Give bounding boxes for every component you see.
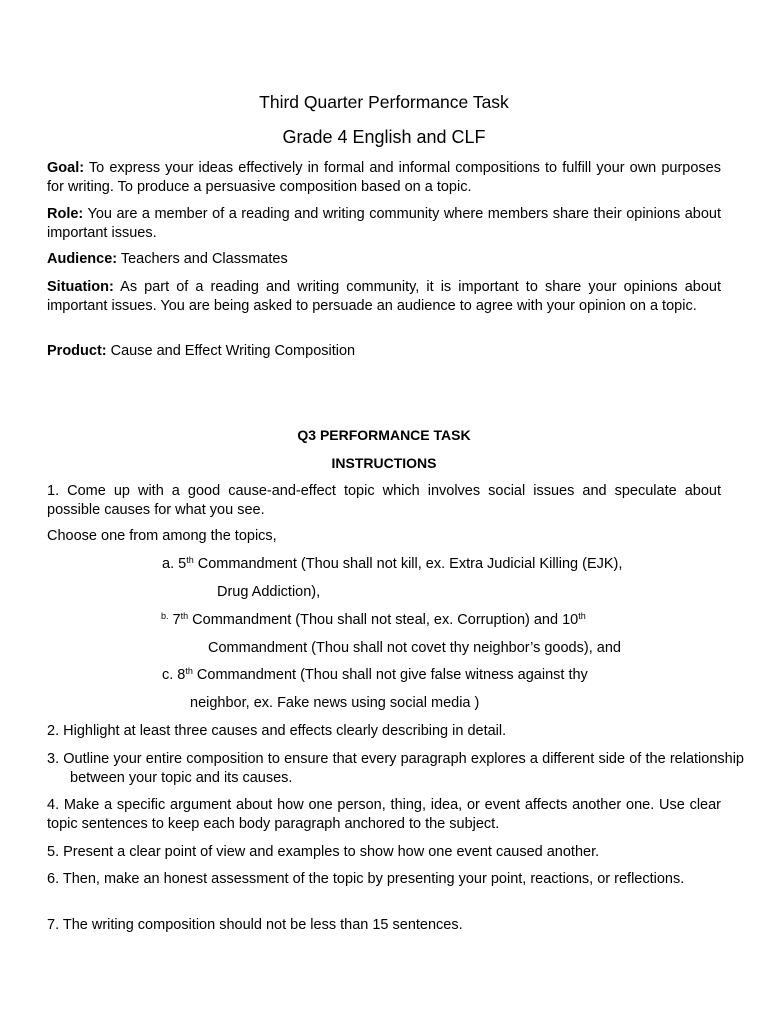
- topic-c: [162, 666, 588, 684]
- topic-b-sup: th: [180, 611, 189, 621]
- instruction-step-4: 4. Make a specific argument about how one person, thing, idea, or event affects another one. Use clear topic sentences to keep each body paragraph anchored to the subject.: [47, 797, 721, 832]
- document-title: Third Quarter Performance Task: [259, 92, 509, 112]
- role-paragraph: [47, 205, 721, 242]
- situation-text: As part of a reading and writing community, it is important to share your opinions about important issues. You are being asked to persuade an audience to agree with your opinion on a topic.: [47, 279, 721, 314]
- goal-label: Goal:: [47, 160, 85, 176]
- role-text: You are a member of a reading and writing community where members share their opinions about important issues.: [47, 206, 721, 241]
- audience-label: Audience:: [47, 251, 118, 267]
- topic-b-sup2: th: [578, 611, 586, 621]
- instruction-step-3: 3. Outline your entire composition to ensure that every paragraph explores a different side of the relationship between your topic and its causes.: [47, 751, 744, 786]
- instruction-step-5: 5. Present a clear point of view and examples to show how one event caused another.: [47, 844, 600, 860]
- topic-c-number: c. 8: [162, 667, 186, 683]
- situation-paragraph: [47, 278, 721, 315]
- instruction-step-1: 1. Come up with a good cause-and-effect topic which involves social issues and speculate about possible causes for what you see.: [47, 483, 721, 518]
- topic-a-number: a. 5: [162, 556, 187, 572]
- product-label: Product:: [47, 343, 107, 359]
- topic-b-text: Commandment (Thou shall not steal, ex. Corruption) and 10: [188, 612, 579, 628]
- audience-paragraph: [47, 250, 721, 269]
- role-label: Role:: [47, 206, 84, 222]
- topic-a-continued: Drug Addiction),: [217, 584, 321, 600]
- instruction-step-6: 6. Then, make an honest assessment of the topic by presenting your point, reactions, or reflections.: [47, 871, 685, 887]
- topic-c-continued: neighbor, ex. Fake news using social media ): [190, 695, 480, 711]
- document-subtitle: Grade 4 English and CLF: [282, 127, 486, 147]
- situation-label: Situation:: [47, 279, 114, 295]
- audience-text: Teachers and Classmates: [117, 251, 288, 267]
- choose-topic-line: Choose one from among the topics,: [47, 528, 277, 544]
- topic-c-sup: th: [185, 666, 193, 676]
- task-heading: Q3 PERFORMANCE TASK: [297, 427, 471, 443]
- goal-text: To express your ideas effectively in formal and informal compositions to fulfill your own purposes for writing. To produce a persuasive composition based on a topic.: [47, 160, 721, 195]
- instruction-step-7: 7. The writing composition should not be less than 15 sentences.: [47, 917, 463, 933]
- topic-b-marker: b.: [161, 611, 169, 621]
- topic-c-text: Commandment (Thou shall not give false witness against thy: [192, 667, 588, 683]
- topic-a: [162, 555, 622, 573]
- topic-b: [161, 611, 586, 629]
- product-text: Cause and Effect Writing Composition: [106, 343, 356, 359]
- instructions-heading: INSTRUCTIONS: [331, 455, 437, 471]
- topic-a-text: Commandment (Thou shall not kill, ex. Extra Judicial Killing (EJK),: [193, 556, 623, 572]
- topic-b-continued: Commandment (Thou shall not covet thy neighbor’s goods), and: [208, 640, 621, 656]
- product-paragraph: [47, 342, 721, 361]
- instruction-step-2: 2. Highlight at least three causes and effects clearly describing in detail.: [47, 723, 507, 739]
- topic-b-number: 7: [168, 612, 181, 628]
- goal-paragraph: [47, 159, 721, 196]
- topic-a-sup: th: [186, 555, 194, 565]
